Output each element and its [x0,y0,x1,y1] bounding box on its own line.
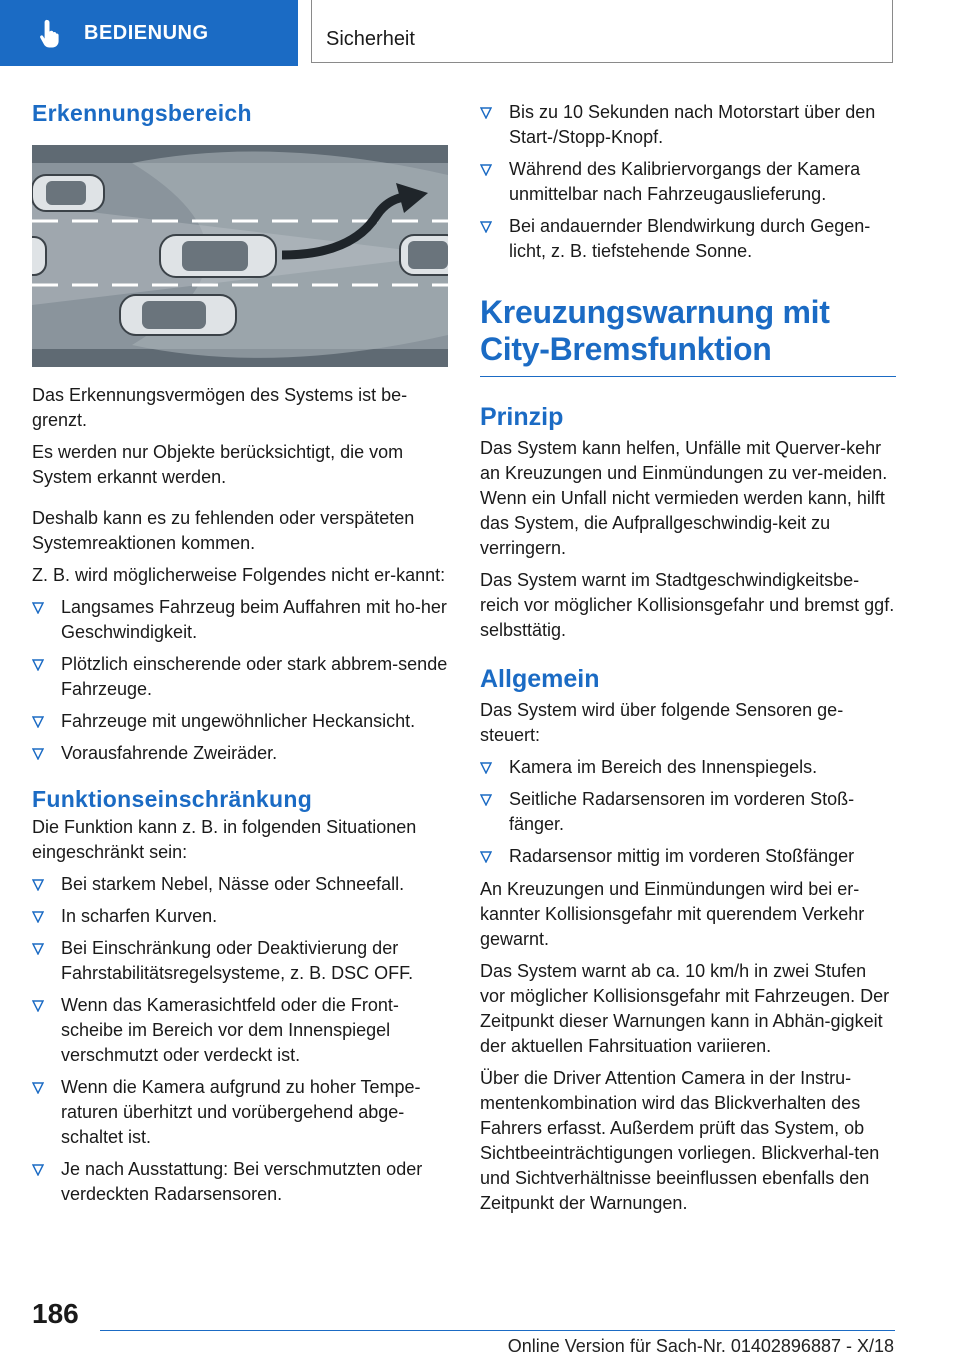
paragraph: Z. B. wird möglicherweise Folgendes nicht er‐kannt: [32,565,446,585]
list-item: Bei starkem Nebel, Nässe oder Schneefall. [32,872,448,897]
car-right [400,235,448,275]
car-mid-left [32,237,46,275]
detection-range-figure [32,145,448,367]
paragraph: Es werden nur Objekte berücksichtigt, die vom System erkannt werden. [32,442,404,487]
list-item: Langsames Fahrzeug beim Auffahren mit ho‐her Geschwindigkeit. [32,595,448,645]
car-top-left [32,175,104,211]
list-item: Bis zu 10 Sekunden nach Motorstart über den Start-/Stopp-Knopf. [480,100,896,150]
right-column [480,100,896,1223]
paragraph: Das System warnt im Stadtgeschwindigkeitsbe‐reich vor möglicher Kollisionsgefahr und bremst ggf. selbsttätig. [480,570,895,640]
list-item: Je nach Ausstattung: Bei verschmutzten oder verdeckten Radarsensoren. [32,1157,448,1207]
main-heading: Kreuzungswarnung mit City-Bremsfunktion [480,294,830,367]
heading-principle: Prinzip [480,403,564,431]
triangle-bullet-icon [32,879,44,891]
list-item: Radarsensor mittig im vorderen Stoßfänger [480,844,896,869]
triangle-bullet-icon [32,602,44,614]
page-number: 186 [32,1298,79,1329]
paragraph: Über die Driver Attention Camera in der Instru‐mentenkombination wird das Blickverhalten des Fahrers erfasst. Außerdem prüft das System, ob Sichtbeeinträchtigungen vorliegen. Blickverhal‐ten und Sichtverhältnisse beeinflussen ebenfalls den Zeitpunkt der Warnungen. [480,1068,880,1213]
left-column [32,100,448,1221]
footer-online-version: Online Version für Sach-Nr. 01402896887 - X/18 [507,1336,894,1356]
list-sensors [480,755,896,869]
heading-function-limitation: Funktionseinschränkung [32,786,313,812]
list-not-detected [32,595,448,766]
triangle-bullet-icon [32,1082,44,1094]
triangle-bullet-icon [32,943,44,955]
list-item: Wenn die Kamera aufgrund zu hoher Tempe‐raturen überhitzt und vorübergehend abge‐schaltet ist. [32,1075,448,1150]
list-item: Plötzlich einscherende oder stark abbrem‐sende Fahrzeuge. [32,652,448,702]
pointing-hand-icon [38,18,64,48]
list-item: Bei Einschränkung oder Deaktivierung der Fahrstabilitätsregelsysteme, z. B. DSC OFF. [32,936,448,986]
list-item: Während des Kalibriervorgangs der Kamera unmittelbar nach Fahrzeugauslieferung. [480,157,896,207]
paragraph: An Kreuzungen und Einmündungen wird bei er‐kannter Kollisionsgefahr mit querendem Verkehr gewarnt. [480,879,865,949]
paragraph: Das Erkennungsvermögen des Systems ist be‐grenzt. [32,385,408,430]
list-limitations [32,872,448,1207]
car-bottom [120,295,236,335]
car-center [160,235,276,277]
heading-detection-range: Erkennungsbereich [32,100,252,126]
triangle-bullet-icon [32,1000,44,1012]
list-item: In scharfen Kurven. [32,904,448,929]
paragraph: Das System wird über folgende Sensoren ge‐steuert: [480,700,844,745]
section-title: Sicherheit [311,0,893,63]
list-item: Vorausfahrende Zweiräder. [32,741,448,766]
footer-divider [100,1330,895,1331]
triangle-bullet-icon [480,851,492,863]
list-item: Seitliche Radarsensoren im vorderen Stoß‐fänger. [480,787,896,837]
triangle-bullet-icon [480,221,492,233]
list-item: Kamera im Bereich des Innenspiegels. [480,755,896,780]
list-item: Bei andauernder Blendwirkung durch Gegen‐licht, z. B. tiefstehende Sonne. [480,214,896,264]
list-item: Fahrzeuge mit ungewöhnlicher Heckansicht. [32,709,448,734]
triangle-bullet-icon [480,794,492,806]
triangle-bullet-icon [32,1164,44,1176]
triangle-bullet-icon [32,748,44,760]
paragraph: Die Funktion kann z. B. in folgenden Situationen eingeschränkt sein: [32,817,417,862]
heading-general: Allgemein [480,665,600,693]
list-item: Wenn das Kamerasichtfeld oder die Front‐scheibe im Bereich vor dem Innenspiegel verschmutzt oder verdeckt ist. [32,993,448,1068]
triangle-bullet-icon [32,659,44,671]
paragraph: Deshalb kann es zu fehlenden oder verspäteten Systemreaktionen kommen. [32,508,415,553]
triangle-bullet-icon [480,107,492,119]
triangle-bullet-icon [480,762,492,774]
triangle-bullet-icon [480,164,492,176]
paragraph: Das System warnt ab ca. 10 km/h in zwei Stufen vor möglicher Kollisionsgefahr mit Fahrzeugen. Der Zeitpunkt dieser Warnungen kann in Abhän‐gigkeit der aktuellen Fahrsituation variieren. [480,961,890,1056]
triangle-bullet-icon [32,716,44,728]
main-heading-block [480,294,896,377]
triangle-bullet-icon [32,911,44,923]
header-tab-bedienung[interactable] [0,0,298,66]
list-more-limitations [480,100,896,264]
header-tab-label: BEDIENUNG [84,21,209,44]
paragraph: Das System kann helfen, Unfälle mit Querver‐kehr an Kreuzungen und Einmündungen zu ver‐meiden. Wenn ein Unfall nicht vermieden werden kann, hilft das System, die Aufprallgeschwindig‐keit zu verringern. [480,438,888,558]
